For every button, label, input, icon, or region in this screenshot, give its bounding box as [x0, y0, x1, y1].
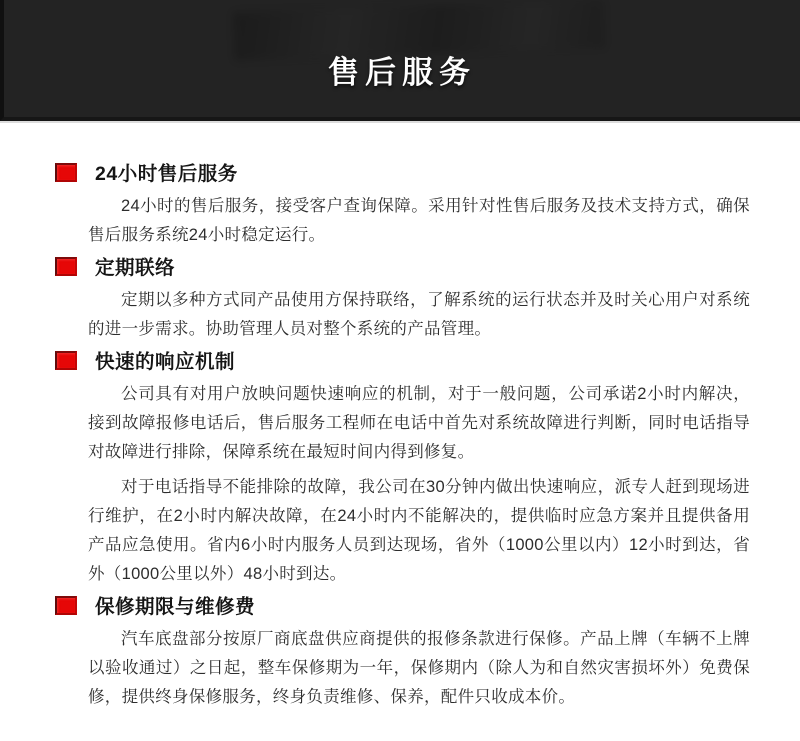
- red-square-bullet-icon: [55, 257, 77, 276]
- section-heading-row: [55, 593, 750, 617]
- section-heading-row: [55, 348, 750, 372]
- red-square-bullet-icon: [55, 351, 77, 370]
- section-paragraph: 24小时的售后服务，接受客户查询保障。采用针对性售后服务及技术支持方式，确保售后服务系统24小时稳定运行。: [88, 197, 750, 244]
- section-paragraph: 汽车底盘部分按原厂商底盘供应商提供的报修条款进行保修。产品上牌（车辆不上牌以验收通过）之日起，整车保修期为一年，保修期内（除人为和自然灾害损坏外）免费保修，提供终身保修服务，终身负责维修、保养，配件只收成本价。: [88, 630, 750, 706]
- section-heading-row: [55, 254, 750, 278]
- section-heading: 24小时售后服务: [95, 163, 238, 185]
- header-banner: [0, 0, 800, 121]
- section-warranty-and-fees: [55, 593, 750, 712]
- section-regular-contact: [55, 254, 750, 344]
- section-heading: 保修期限与维修费: [95, 596, 256, 618]
- section-24h-after-sales: [55, 160, 750, 250]
- section-paragraph: 对于电话指导不能排除的故障，我公司在30分钟内做出快速响应，派专人赶到现场进行维护，在2小时内解决故障，在24小时内不能解决的，提供临时应急方案并且提供备用产品应急使用。省内6小时内服务人员到达现场，省外（1000公里以内）12小时到达，省外（1000公里以外）48小时到达。: [88, 478, 750, 583]
- section-paragraph: 公司具有对用户放映问题快速响应的机制，对于一般问题，公司承诺2小时内解决，接到故障报修电话后，售后服务工程师在电话中首先对系统故障进行判断，同时电话指导对故障进行排除，保障系统在最短时间内得到修复。: [88, 385, 750, 461]
- section-heading: 定期联络: [95, 257, 176, 279]
- section-paragraph: 定期以多种方式同产品使用方保持联络，了解系统的运行状态并及时关心用户对系统的进一步需求。协助管理人员对整个系统的产品管理。: [88, 291, 750, 338]
- red-square-bullet-icon: [55, 163, 77, 182]
- content-area: [0, 121, 800, 712]
- red-square-bullet-icon: [55, 596, 77, 615]
- section-rapid-response: [55, 348, 750, 589]
- section-heading-row: [55, 160, 750, 184]
- section-heading: 快速的响应机制: [95, 351, 236, 373]
- page-title: 售后服务: [328, 55, 476, 90]
- watermark-smudge: [233, 0, 604, 60]
